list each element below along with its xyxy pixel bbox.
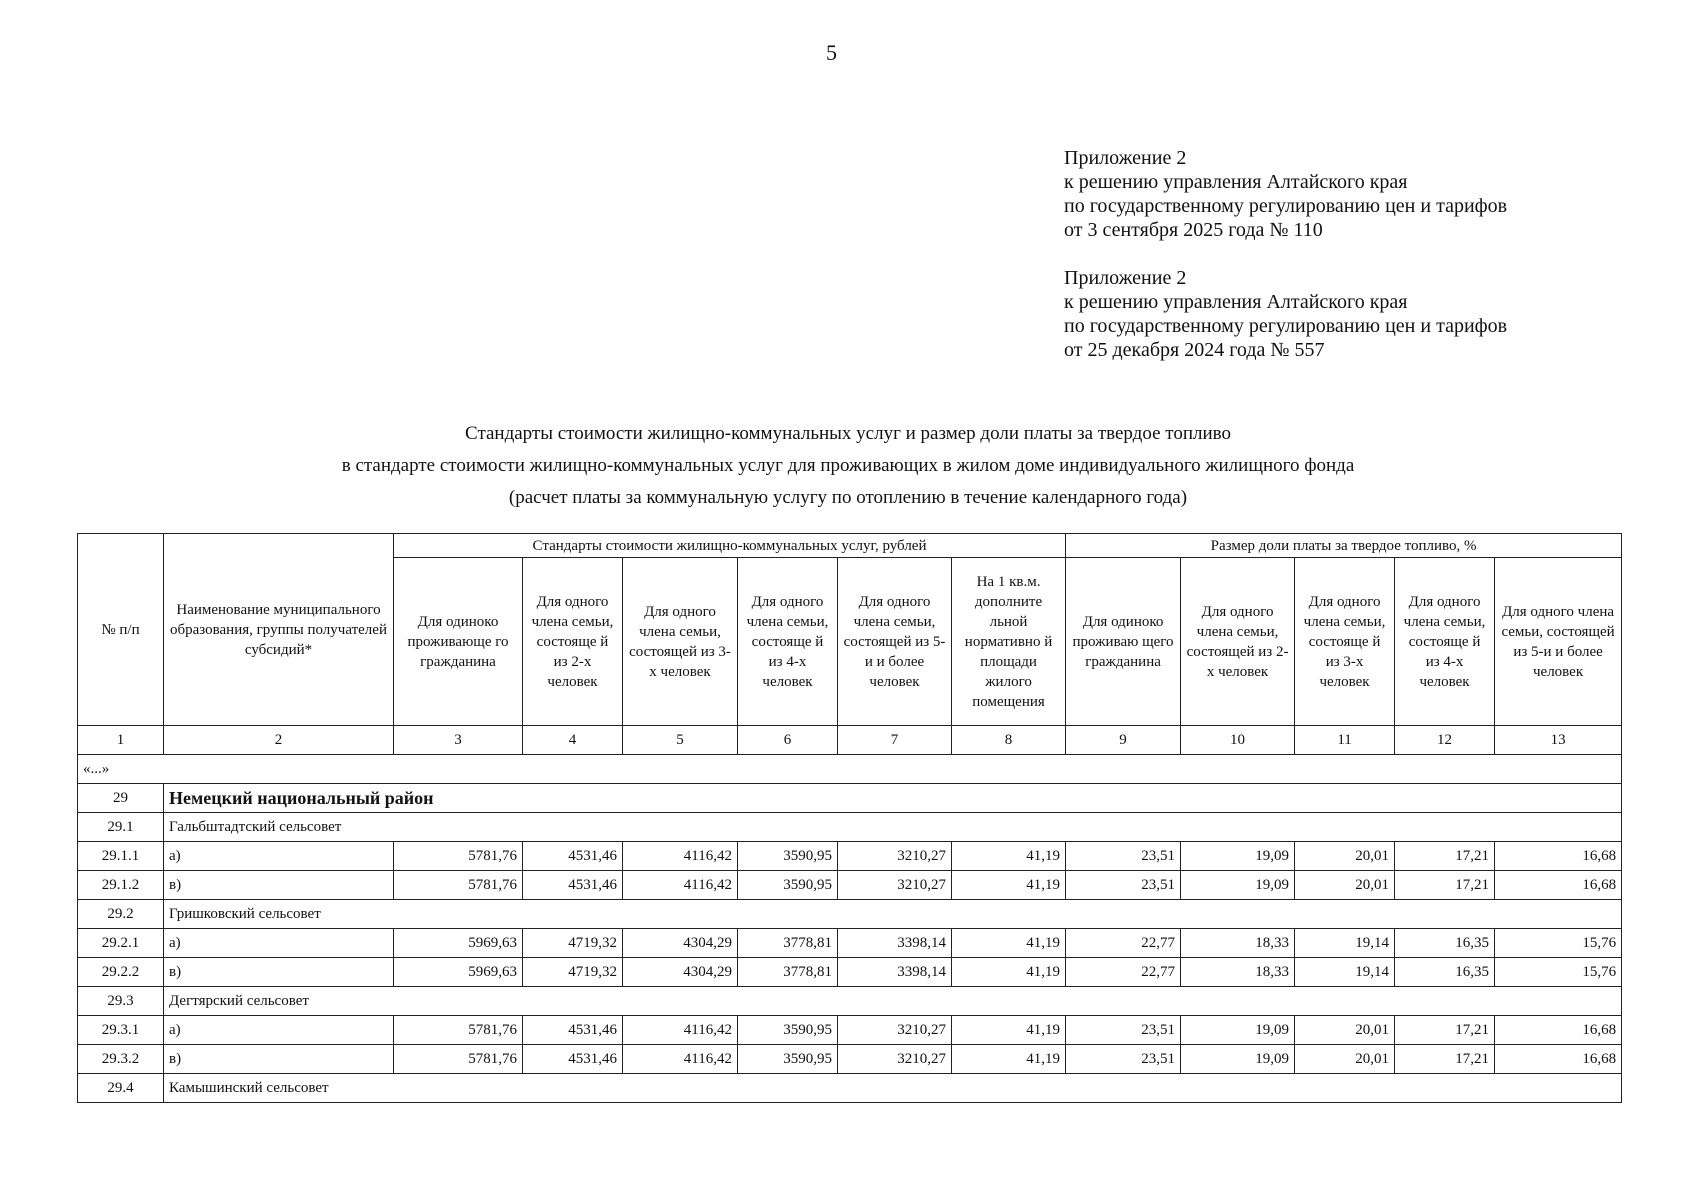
recipient-group: а) <box>164 929 394 958</box>
value-cell: 15,76 <box>1495 958 1622 987</box>
header-col-7: Для одного члена семьи, состоящей из 5-и и более человек <box>838 558 952 726</box>
settlement-row <box>78 900 1622 929</box>
header-col-3: Для одиноко проживающе го гражданина <box>394 558 523 726</box>
column-number: 9 <box>1066 726 1181 755</box>
header-municipality: Наименование муниципального образования, группы получателей субсидий* <box>164 534 394 726</box>
table-row <box>78 871 1622 900</box>
column-number: 2 <box>164 726 394 755</box>
row-number: 29.2.1 <box>78 929 164 958</box>
omission-marker: «...» <box>78 755 1622 784</box>
value-cell: 16,68 <box>1495 871 1622 900</box>
column-number: 13 <box>1495 726 1622 755</box>
title-line: в стандарте стоимости жилищно-коммунальных услуг для проживающих в жилом доме индивидуального жилищного фонда <box>341 455 1355 476</box>
value-cell: 22,77 <box>1066 958 1181 987</box>
value-cell: 3210,27 <box>838 1045 952 1074</box>
appendix-line: от 25 декабря 2024 года № 557 <box>1064 339 1325 361</box>
value-cell: 20,01 <box>1295 842 1395 871</box>
value-cell: 16,68 <box>1495 1045 1622 1074</box>
page-number: 5 <box>826 40 837 65</box>
settlement-name: Гальбштадтский сельсовет <box>164 813 1622 842</box>
column-number: 8 <box>952 726 1066 755</box>
appendix-line: Приложение 2 <box>1064 147 1187 169</box>
value-cell: 19,09 <box>1181 842 1295 871</box>
column-number: 10 <box>1181 726 1295 755</box>
value-cell: 4531,46 <box>523 1045 623 1074</box>
value-cell: 19,14 <box>1295 958 1395 987</box>
column-number: 4 <box>523 726 623 755</box>
appendix-line: к решению управления Алтайского края <box>1064 171 1408 193</box>
table-row <box>78 958 1622 987</box>
settlement-name: Камышинский сельсовет <box>164 1074 1622 1103</box>
recipient-group: а) <box>164 842 394 871</box>
value-cell: 5781,76 <box>394 871 523 900</box>
value-cell: 18,33 <box>1181 958 1295 987</box>
value-cell: 15,76 <box>1495 929 1622 958</box>
settlement-name: Дегтярский сельсовет <box>164 987 1622 1016</box>
value-cell: 23,51 <box>1066 842 1181 871</box>
table-row <box>78 842 1622 871</box>
value-cell: 3210,27 <box>838 842 952 871</box>
title-line: (расчет платы за коммунальную услугу по отоплению в течение календарного года) <box>508 487 1188 508</box>
appendix-line: Приложение 2 <box>1064 267 1187 289</box>
header-col-10: Для одного члена семьи, состоящей из 2-х человек <box>1181 558 1295 726</box>
header-col-9: Для одиноко проживаю щего гражданина <box>1066 558 1181 726</box>
value-cell: 4719,32 <box>523 929 623 958</box>
omission-row <box>78 755 1622 784</box>
value-cell: 16,35 <box>1395 929 1495 958</box>
value-cell: 3778,81 <box>738 929 838 958</box>
value-cell: 17,21 <box>1395 871 1495 900</box>
header-col-6: Для одного члена семьи, состояще й из 4-х человек <box>738 558 838 726</box>
value-cell: 3398,14 <box>838 929 952 958</box>
district-row <box>78 784 1622 813</box>
header-col-5: Для одного члена семьи, состоящей из 3-х человек <box>623 558 738 726</box>
value-cell: 23,51 <box>1066 1045 1181 1074</box>
header-col-11: Для одного члена семьи, состояще й из 3-х человек <box>1295 558 1395 726</box>
value-cell: 23,51 <box>1066 871 1181 900</box>
column-number: 5 <box>623 726 738 755</box>
value-cell: 3590,95 <box>738 1016 838 1045</box>
appendix-block-current <box>1064 146 1507 242</box>
value-cell: 5781,76 <box>394 1016 523 1045</box>
value-cell: 23,51 <box>1066 1016 1181 1045</box>
value-cell: 41,19 <box>952 1016 1066 1045</box>
column-number: 6 <box>738 726 838 755</box>
district-name: Немецкий национальный район <box>164 784 1622 813</box>
value-cell: 19,09 <box>1181 1045 1295 1074</box>
value-cell: 41,19 <box>952 871 1066 900</box>
value-cell: 5781,76 <box>394 842 523 871</box>
value-cell: 22,77 <box>1066 929 1181 958</box>
value-cell: 41,19 <box>952 929 1066 958</box>
standards-table <box>77 533 1622 1103</box>
column-number-row <box>78 726 1622 755</box>
column-number: 3 <box>394 726 523 755</box>
value-cell: 4304,29 <box>623 958 738 987</box>
value-cell: 18,33 <box>1181 929 1295 958</box>
table-row <box>78 1045 1622 1074</box>
appendix-line: к решению управления Алтайского края <box>1064 291 1408 313</box>
header-col-12: Для одного члена семьи, состояще й из 4-х человек <box>1395 558 1495 726</box>
value-cell: 20,01 <box>1295 871 1395 900</box>
settlement-number: 29.1 <box>78 813 164 842</box>
value-cell: 19,14 <box>1295 929 1395 958</box>
value-cell: 3210,27 <box>838 871 952 900</box>
row-number: 29.1.2 <box>78 871 164 900</box>
column-number: 12 <box>1395 726 1495 755</box>
value-cell: 3778,81 <box>738 958 838 987</box>
value-cell: 4116,42 <box>623 842 738 871</box>
recipient-group: в) <box>164 1045 394 1074</box>
value-cell: 4531,46 <box>523 842 623 871</box>
value-cell: 19,09 <box>1181 1016 1295 1045</box>
appendix-line: по государственному регулированию цен и тарифов <box>1064 195 1508 217</box>
header-col-4: Для одного члена семьи, состояще й из 2-х человек <box>523 558 623 726</box>
value-cell: 4116,42 <box>623 1016 738 1045</box>
recipient-group: в) <box>164 871 394 900</box>
value-cell: 20,01 <box>1295 1016 1395 1045</box>
header-group-standards: Стандарты стоимости жилищно-коммунальных услуг, рублей <box>394 534 1066 558</box>
value-cell: 19,09 <box>1181 871 1295 900</box>
settlement-row <box>78 813 1622 842</box>
recipient-group: в) <box>164 958 394 987</box>
value-cell: 5781,76 <box>394 1045 523 1074</box>
value-cell: 3590,95 <box>738 871 838 900</box>
value-cell: 17,21 <box>1395 1016 1495 1045</box>
value-cell: 4531,46 <box>523 871 623 900</box>
row-number: 29.2.2 <box>78 958 164 987</box>
document-title <box>0 418 1696 514</box>
value-cell: 20,01 <box>1295 1045 1395 1074</box>
header-col-8: На 1 кв.м. дополните льной нормативно й площади жилого помещения <box>952 558 1066 726</box>
value-cell: 41,19 <box>952 842 1066 871</box>
table-row <box>78 1016 1622 1045</box>
header-col-13: Для одного члена семьи, состоящей из 5-и и более человек <box>1495 558 1622 726</box>
value-cell: 4116,42 <box>623 871 738 900</box>
value-cell: 4116,42 <box>623 1045 738 1074</box>
row-number: 29.1.1 <box>78 842 164 871</box>
settlement-row <box>78 1074 1622 1103</box>
value-cell: 17,21 <box>1395 1045 1495 1074</box>
appendix-line: от 3 сентября 2025 года № 110 <box>1064 219 1323 241</box>
table-row <box>78 929 1622 958</box>
value-cell: 5969,63 <box>394 958 523 987</box>
settlement-row <box>78 987 1622 1016</box>
value-cell: 16,35 <box>1395 958 1495 987</box>
value-cell: 17,21 <box>1395 842 1495 871</box>
settlement-number: 29.4 <box>78 1074 164 1103</box>
settlement-name: Гришковский сельсовет <box>164 900 1622 929</box>
value-cell: 16,68 <box>1495 1016 1622 1045</box>
header-number: № п/п <box>78 534 164 726</box>
value-cell: 41,19 <box>952 958 1066 987</box>
header-group-fuel-share: Размер доли платы за твердое топливо, % <box>1066 534 1622 558</box>
value-cell: 41,19 <box>952 1045 1066 1074</box>
value-cell: 3590,95 <box>738 1045 838 1074</box>
value-cell: 3398,14 <box>838 958 952 987</box>
value-cell: 4719,32 <box>523 958 623 987</box>
value-cell: 16,68 <box>1495 842 1622 871</box>
row-number: 29.3.2 <box>78 1045 164 1074</box>
row-number: 29.3.1 <box>78 1016 164 1045</box>
column-number: 7 <box>838 726 952 755</box>
value-cell: 3210,27 <box>838 1016 952 1045</box>
settlement-number: 29.2 <box>78 900 164 929</box>
appendix-line: по государственному регулированию цен и тарифов <box>1064 315 1508 337</box>
value-cell: 4531,46 <box>523 1016 623 1045</box>
value-cell: 5969,63 <box>394 929 523 958</box>
column-number: 1 <box>78 726 164 755</box>
appendix-block-previous <box>1064 266 1507 362</box>
recipient-group: а) <box>164 1016 394 1045</box>
value-cell: 4304,29 <box>623 929 738 958</box>
column-number: 11 <box>1295 726 1395 755</box>
value-cell: 3590,95 <box>738 842 838 871</box>
district-number: 29 <box>78 784 164 813</box>
title-line: Стандарты стоимости жилищно-коммунальных услуг и размер доли платы за твердое топливо <box>465 423 1231 444</box>
settlement-number: 29.3 <box>78 987 164 1016</box>
